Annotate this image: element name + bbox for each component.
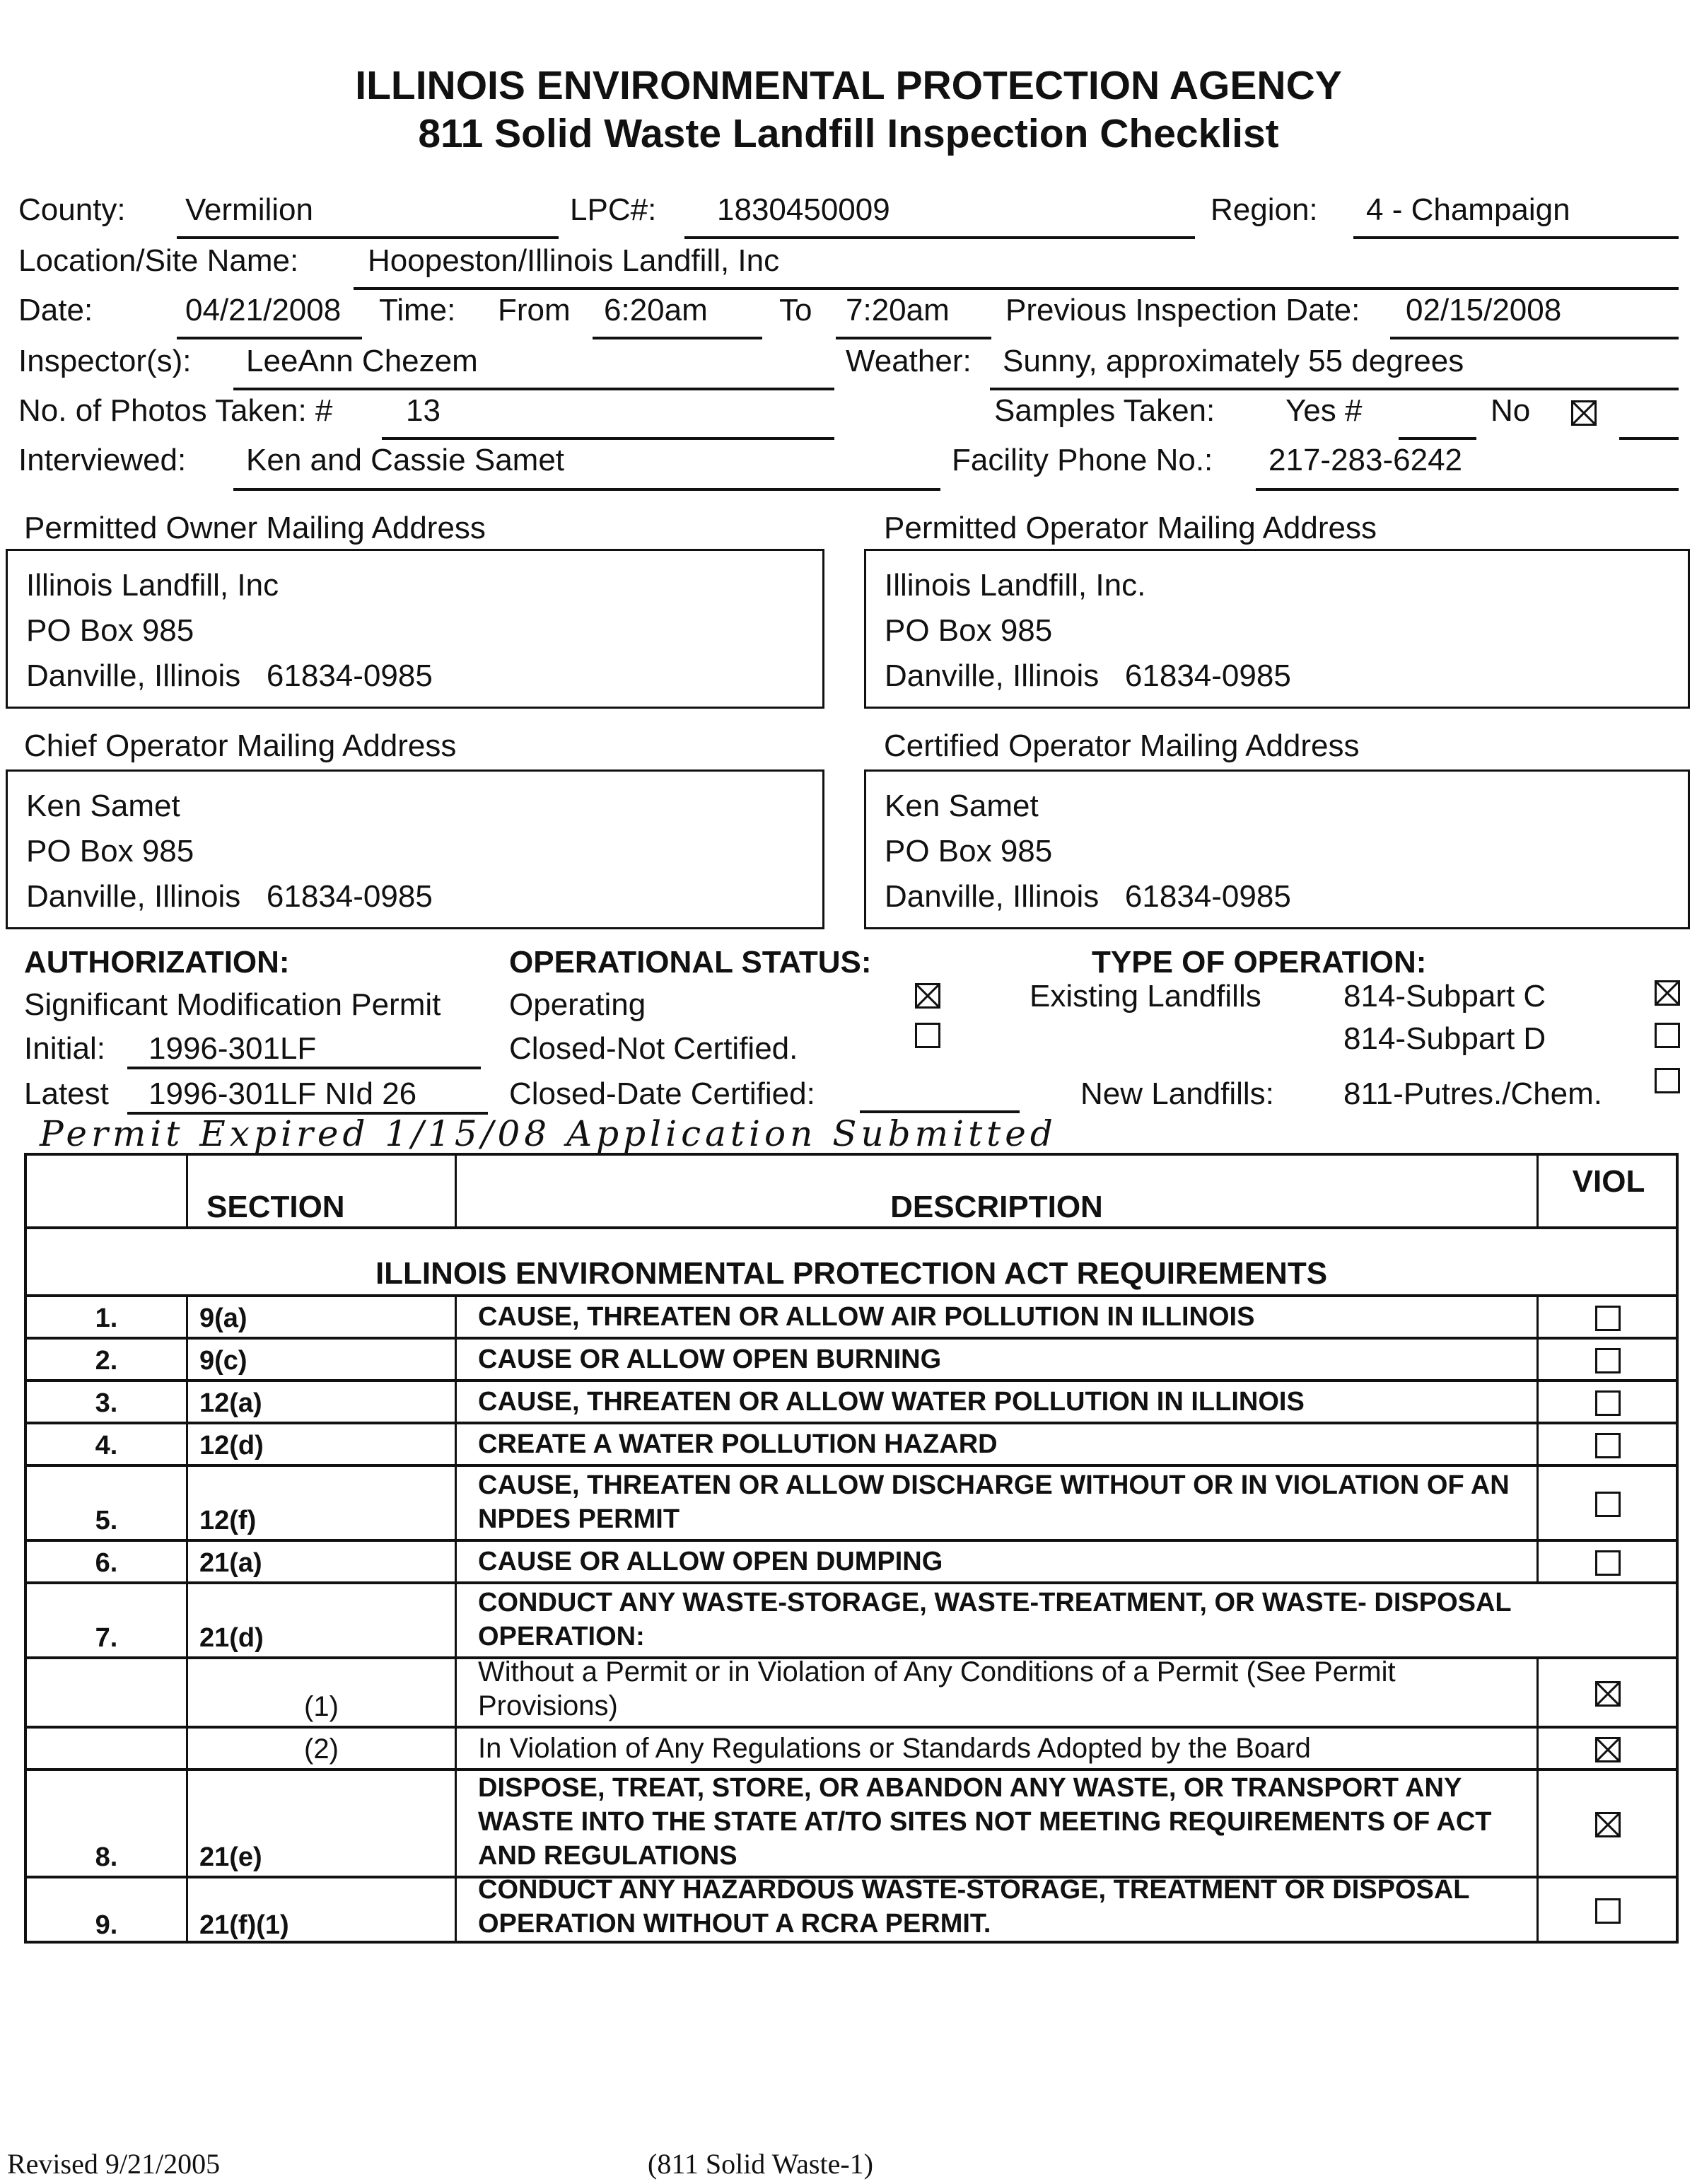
putres-chem-checkbox[interactable] (1655, 1068, 1680, 1093)
row-description: CAUSE OR ALLOW OPEN BURNING (478, 1344, 942, 1374)
table-row (27, 1771, 1676, 1878)
row-section: 12(d) (199, 1431, 264, 1460)
region-value: 4 - Champaign (1366, 192, 1570, 227)
handwritten-permit-note: Permit Expired 1/15/08 Application Submitted (40, 1113, 1057, 1154)
row-number: 9. (95, 1910, 118, 1940)
weather-value: Sunny, approximately 55 degrees (1003, 344, 1464, 378)
viol-checkbox[interactable] (1595, 1737, 1621, 1762)
row-section: (2) (304, 1733, 339, 1765)
to-value: 7:20am (846, 293, 950, 327)
county-value: Vermilion (185, 192, 313, 227)
certified-address-title: Certified Operator Mailing Address (884, 728, 1360, 763)
samples-label: Samples Taken: (994, 393, 1215, 428)
table-row (27, 1340, 1676, 1382)
photos-label: No. of Photos Taken: # (18, 393, 333, 428)
row-description: CONDUCT ANY HAZARDOUS WASTE-STORAGE, TREATMENT OR DISPOSAL OPERATION WITHOUT A RCRA PERMIT. (478, 1875, 1469, 1939)
type-of-operation-heading: TYPE OF OPERATION: (1092, 945, 1427, 980)
inspector-value: LeeAnn Chezem (246, 344, 478, 378)
row-description: CAUSE, THREATEN OR ALLOW AIR POLLUTION IN ILLINOIS (478, 1302, 1255, 1332)
certified-address-line: PO Box 985 (885, 834, 1053, 869)
authorization-heading: AUTHORIZATION: (24, 945, 290, 980)
row-section: 21(d) (199, 1623, 264, 1653)
operator-address-title: Permitted Operator Mailing Address (884, 511, 1377, 545)
latest-value: 1996-301LF NId 26 (148, 1076, 417, 1111)
row-description: In Violation of Any Regulations or Standards Adopted by the Board (478, 1733, 1311, 1764)
operating-checkbox[interactable] (915, 983, 940, 1009)
description-header: DESCRIPTION (890, 1190, 1103, 1224)
viol-checkbox[interactable] (1595, 1433, 1621, 1458)
closed-not-certified-checkbox[interactable] (915, 1023, 940, 1048)
row-section: 9(a) (199, 1303, 247, 1333)
table-row (27, 1382, 1676, 1424)
page-reference: (811 Solid Waste-1) (648, 2148, 873, 2180)
owner-address-title: Permitted Owner Mailing Address (24, 511, 486, 545)
row-section: 9(c) (199, 1346, 247, 1376)
agency-title: ILLINOIS ENVIRONMENTAL PROTECTION AGENCY (355, 63, 1342, 108)
table-row (27, 1424, 1676, 1467)
initial-label: Initial: (24, 1031, 105, 1066)
subpart-c-label: 814-Subpart C (1343, 979, 1546, 1013)
lpc-label: LPC#: (570, 192, 657, 227)
certified-address-line: Ken Samet (885, 789, 1039, 823)
row-section: 21(a) (199, 1548, 262, 1578)
operator-address-line: Danville, Illinois 61834-0985 (885, 658, 1291, 693)
row-section: 21(f)(1) (199, 1910, 289, 1940)
putres-chem-label: 811-Putres./Chem. (1343, 1076, 1603, 1111)
row-number: 6. (95, 1548, 118, 1578)
operational-status-heading: OPERATIONAL STATUS: (509, 945, 872, 980)
owner-address-line: Danville, Illinois 61834-0985 (26, 658, 433, 693)
row-number: 4. (95, 1431, 118, 1460)
viol-checkbox[interactable] (1595, 1492, 1621, 1517)
revised-date: Revised 9/21/2005 (7, 2148, 221, 2180)
new-landfills-label: New Landfills: (1080, 1076, 1274, 1111)
closed-date-label: Closed-Date Certified: (509, 1076, 815, 1111)
requirements-table (24, 1153, 1679, 1944)
row-description: Without a Permit or in Violation of Any Conditions of a Permit (See Permit Provisions) (478, 1656, 1396, 1721)
table-header-row (27, 1156, 1676, 1229)
date-label: Date: (18, 293, 93, 327)
closed-not-certified-label: Closed-Not Certified. (509, 1031, 798, 1066)
weather-label: Weather: (846, 344, 972, 378)
row-section: 12(f) (199, 1506, 257, 1535)
phone-label: Facility Phone No.: (952, 443, 1213, 477)
region-label: Region: (1211, 192, 1318, 227)
row-number: 7. (95, 1623, 118, 1653)
viol-checkbox[interactable] (1595, 1812, 1621, 1837)
interviewed-value: Ken and Cassie Samet (246, 443, 565, 477)
time-label: Time: (379, 293, 456, 327)
table-row (27, 1656, 1676, 1729)
viol-checkbox[interactable] (1595, 1681, 1621, 1707)
row-number: 2. (95, 1346, 118, 1376)
location-label: Location/Site Name: (18, 243, 299, 278)
owner-address-box (6, 549, 824, 709)
table-row (27, 1542, 1676, 1584)
samples-yes-label: Yes # (1285, 393, 1363, 428)
subpart-d-checkbox[interactable] (1655, 1023, 1680, 1048)
row-section: 21(e) (199, 1842, 262, 1872)
row-description: CONDUCT ANY WASTE-STORAGE, WASTE-TREATMENT, OR WASTE- DISPOSAL OPERATION: (478, 1588, 1511, 1651)
row-description: CAUSE, THREATEN OR ALLOW DISCHARGE WITHOUT OR IN VIOLATION OF AN NPDES PERMIT (478, 1470, 1510, 1534)
chief-address-line: Danville, Illinois 61834-0985 (26, 879, 433, 914)
to-label: To (779, 293, 812, 327)
act-requirements-banner: ILLINOIS ENVIRONMENTAL PROTECTION ACT REQUIREMENTS (375, 1256, 1328, 1291)
phone-value: 217-283-6242 (1269, 443, 1463, 477)
initial-value: 1996-301LF (148, 1031, 317, 1066)
row-number: 3. (95, 1388, 118, 1418)
samples-no-label: No (1491, 393, 1531, 428)
from-label: From (498, 293, 571, 327)
row-section: 12(a) (199, 1388, 262, 1418)
row-number: 1. (95, 1303, 118, 1333)
row-description: DISPOSE, TREAT, STORE, OR ABANDON ANY WASTE, OR TRANSPORT ANY WASTE INTO THE STATE AT/TO SITES NOT MEETING REQUIREMENTS OF ACT AND REGULATIONS (478, 1773, 1492, 1871)
existing-landfills-label: Existing Landfills (1030, 979, 1261, 1013)
latest-label: Latest (24, 1076, 109, 1111)
county-label: County: (18, 192, 126, 227)
certified-address-line: Danville, Illinois 61834-0985 (885, 879, 1291, 914)
row-section: (1) (304, 1691, 339, 1722)
date-value: 04/21/2008 (185, 293, 342, 327)
row-number: 8. (95, 1842, 118, 1872)
table-row (27, 1467, 1676, 1542)
subpart-d-label: 814-Subpart D (1343, 1021, 1546, 1056)
previous-inspection-value: 02/15/2008 (1406, 293, 1562, 327)
previous-inspection-label: Previous Inspection Date: (1005, 293, 1360, 327)
chief-address-box (6, 769, 824, 929)
samples-no-checkbox[interactable] (1571, 400, 1597, 426)
row-description: CAUSE OR ALLOW OPEN DUMPING (478, 1547, 943, 1576)
from-value: 6:20am (604, 293, 708, 327)
chief-address-line: Ken Samet (26, 789, 180, 823)
form-title: 811 Solid Waste Landfill Inspection Checklist (418, 111, 1279, 156)
photos-value: 13 (406, 393, 441, 428)
viol-checkbox[interactable] (1595, 1550, 1621, 1576)
lpc-value: 1830450009 (717, 192, 890, 227)
owner-address-line: PO Box 985 (26, 613, 194, 648)
viol-checkbox[interactable] (1595, 1898, 1621, 1924)
chief-address-title: Chief Operator Mailing Address (24, 728, 457, 763)
viol-checkbox[interactable] (1595, 1306, 1621, 1331)
table-row (27, 1297, 1676, 1340)
operating-label: Operating (509, 987, 646, 1022)
operator-address-box (864, 549, 1690, 709)
table-row (27, 1875, 1676, 1944)
permit-label: Significant Modification Permit (24, 987, 441, 1022)
owner-address-line: Illinois Landfill, Inc (26, 568, 279, 603)
inspector-label: Inspector(s): (18, 344, 192, 378)
viol-checkbox[interactable] (1595, 1390, 1621, 1416)
location-value: Hoopeston/Illinois Landfill, Inc (368, 243, 780, 278)
table-row (27, 1729, 1676, 1771)
row-description: CAUSE, THREATEN OR ALLOW WATER POLLUTION IN ILLINOIS (478, 1387, 1305, 1417)
row-description: CREATE A WATER POLLUTION HAZARD (478, 1429, 998, 1459)
chief-address-line: PO Box 985 (26, 834, 194, 869)
viol-checkbox[interactable] (1595, 1348, 1621, 1373)
operator-address-line: Illinois Landfill, Inc. (885, 568, 1146, 603)
table-banner-row (27, 1229, 1676, 1297)
interviewed-label: Interviewed: (18, 443, 187, 477)
subpart-c-checkbox[interactable] (1655, 980, 1680, 1006)
row-number: 5. (95, 1506, 118, 1535)
viol-header: VIOL (1572, 1164, 1645, 1199)
table-row (27, 1584, 1676, 1659)
certified-address-box (864, 769, 1690, 929)
section-header: SECTION (206, 1190, 345, 1224)
operator-address-line: PO Box 985 (885, 613, 1053, 648)
